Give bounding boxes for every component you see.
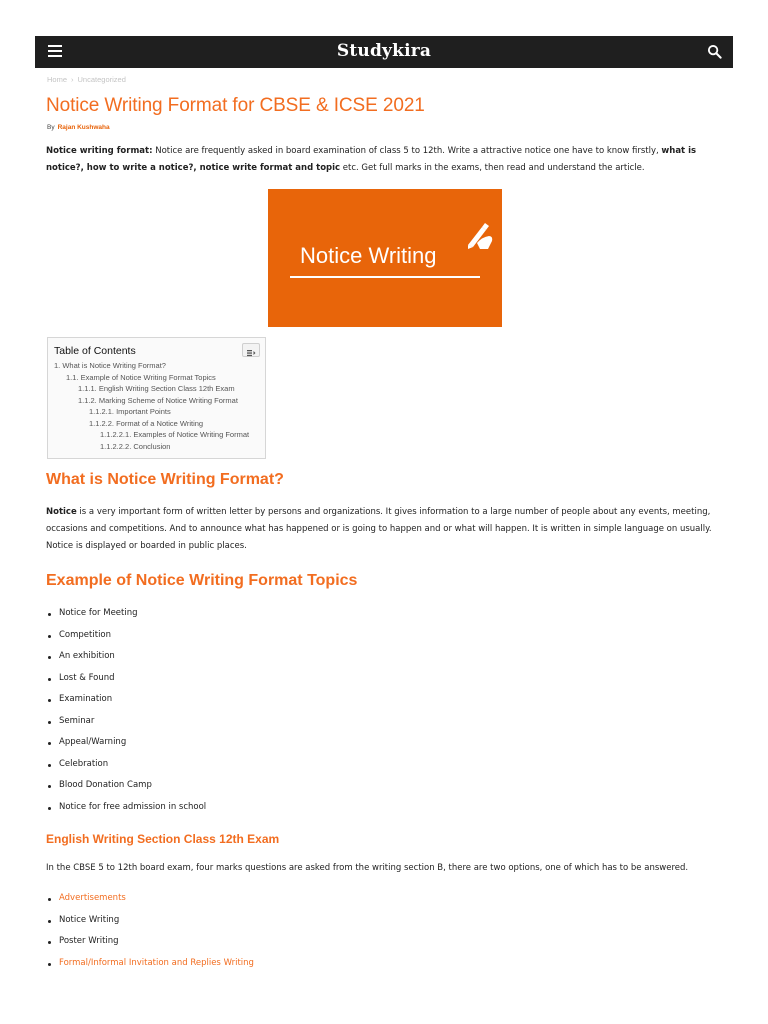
search-icon[interactable] [707, 44, 722, 59]
toc-item[interactable]: 1. What is Notice Writing Format? [54, 361, 166, 370]
section-heading-topics: Example of Notice Writing Format Topics [46, 572, 358, 589]
breadcrumb-category[interactable]: Uncategorized [77, 75, 126, 84]
list-item: Lost & Found [48, 673, 206, 695]
list-item: Competition [48, 630, 206, 652]
topics-list [48, 608, 206, 823]
writing-hand-icon [462, 219, 496, 253]
page-title: Notice Writing Format for CBSE & ICSE 2021 [46, 95, 425, 116]
toc-item[interactable]: 1.1.1. English Writing Section Class 12th Exam [78, 384, 235, 393]
advertisements-link[interactable]: Advertisements [59, 893, 126, 903]
intro-questions: what is notice?, how to write a notice?, notice write format and topic [46, 146, 697, 173]
list-item [48, 915, 254, 937]
what-is-bold: Notice [46, 507, 77, 517]
list-item: Seminar [48, 716, 206, 738]
list-item: Notice for free admission in school [48, 802, 206, 824]
breadcrumb [47, 75, 126, 84]
toc-item[interactable]: 1.1.2. Marking Scheme of Notice Writing Format [78, 395, 238, 405]
hero-underline [290, 276, 480, 278]
intro-paragraph [46, 143, 726, 176]
writing-section-list [48, 893, 254, 979]
hero-image [268, 189, 502, 327]
intro-lead: Notice writing format: [46, 146, 153, 156]
list-item: Celebration [48, 759, 206, 781]
toc-item[interactable]: 1.1. Example of Notice Writing Format Topics [66, 372, 216, 382]
list-item [48, 958, 254, 980]
list-item: Blood Donation Camp [48, 780, 206, 802]
author-link[interactable]: Rajan Kushwaha [57, 124, 110, 131]
toc-item[interactable]: 1.1.2.2.1. Examples of Notice Writing Format [100, 430, 250, 439]
list-item: Notice for Meeting [48, 608, 206, 630]
site-header [35, 36, 733, 68]
list-item-label: Notice Writing [59, 914, 120, 925]
what-is-text: is a very important form of written letter by persons and organizations. It gives information to a large number of people about any events, meeting, occasions and competitions. And to announce what has happened or is going to happen and or what will happen. It is written in simple language on usually. Notice is displayed or boarded in public places. [46, 507, 712, 551]
breadcrumb-separator: › [71, 75, 74, 84]
section-heading-english-writing: English Writing Section Class 12th Exam [46, 832, 280, 846]
english-writing-paragraph: In the CBSE 5 to 12th board exam, four marks questions are asked from the writing section B, there are two options, one of which has to be answered. [46, 863, 689, 873]
site-logo[interactable]: Studykira [336, 41, 432, 61]
toc-list [54, 360, 249, 452]
table-of-contents [47, 337, 266, 459]
list-item: Appeal/Warning [48, 737, 206, 759]
list-item [48, 893, 254, 915]
toc-item[interactable]: 1.1.2.1. Important Points [89, 407, 171, 416]
list-item [48, 936, 254, 958]
breadcrumb-home[interactable]: Home [47, 75, 68, 84]
toc-title: Table of Contents [54, 345, 136, 357]
toc-item[interactable]: 1.1.2.2.2. Conclusion [100, 441, 171, 451]
toc-item[interactable]: 1.1.2.2. Format of a Notice Writing [89, 418, 204, 428]
list-item-label: Poster Writing [59, 936, 119, 946]
intro-text-2: etc. Get full marks in the exams, then read and understand the article. [340, 162, 645, 173]
invitation-writing-link[interactable]: Formal/Informal Invitation and Replies Writing [59, 957, 254, 968]
intro-text-1: Notice are frequently asked in board examination of class 5 to 12th. Write a attractive notice one have to know firstly, [152, 146, 662, 156]
what-is-paragraph [46, 504, 726, 555]
list-item: Examination [48, 694, 206, 716]
byline [47, 124, 110, 131]
section-heading-what-is: What is Notice Writing Format? [46, 471, 284, 488]
toc-toggle-icon[interactable] [242, 343, 260, 357]
list-item: An exhibition [48, 651, 206, 673]
by-label: By [47, 124, 55, 131]
hero-image-text: Notice Writing [300, 243, 437, 268]
